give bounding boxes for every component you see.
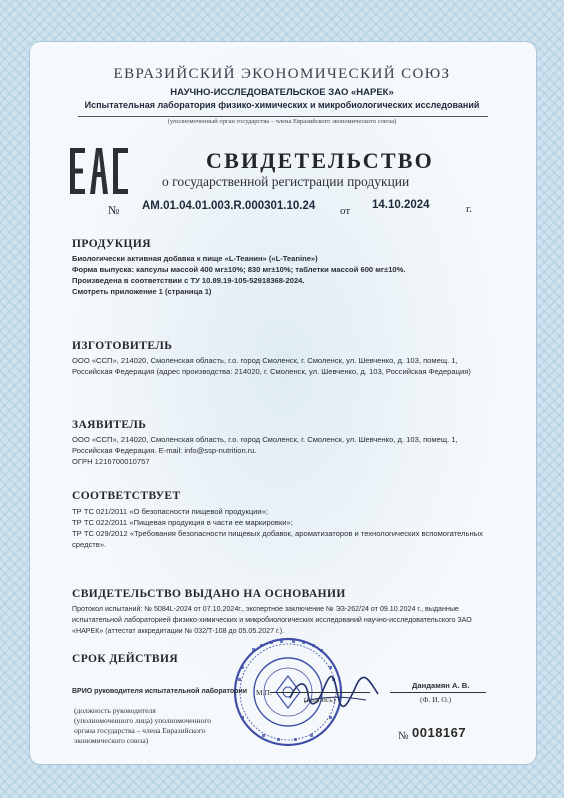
role-caption-line2: (уполномоченного лица) уполномоченного xyxy=(74,716,212,725)
basis-heading: СВИДЕТЕЛЬСТВО ВЫДАНО НА ОСНОВАНИИ xyxy=(72,588,346,600)
product-appendix: Смотреть приложение 1 (страница 1) xyxy=(72,287,212,296)
role-caption-line1: (должность руководителя xyxy=(74,706,156,715)
complies-line3: ТР ТС 029/2012 «Требования безопасности пищевых добавок, ароматизаторов и технологических вспомогательных xyxy=(72,529,483,538)
signature-caption: (подпись) xyxy=(304,695,336,704)
role-caption-line4: экономического союза) xyxy=(74,736,149,745)
product-form-text: Форма выпуска: капсулы массой 400 мг±10%; 830 мг±10%; таблетки массой 600 мг±10%. xyxy=(72,265,406,274)
certificate-title: СВИДЕТЕЛЬСТВО xyxy=(206,148,434,173)
complies-line2: ТР ТС 022/2011 «Пищевая продукция в части ее маркировки»; xyxy=(72,518,293,527)
role-caption-line3: органа государства – члена Евразийского xyxy=(74,726,206,735)
union-title: ЕВРАЗИЙСКИЙ ЭКОНОМИЧЕСКИЙ СОЮЗ xyxy=(113,66,451,82)
registration-number: AM.01.04.01.003.R.000301.10.24 xyxy=(142,200,316,212)
fio-caption: (Ф. И. О.) xyxy=(420,695,452,704)
from-word: от xyxy=(340,205,351,217)
signatory-position: ВРИО руководителя испытательной лаборатории xyxy=(72,688,247,695)
institution-underline xyxy=(78,116,488,117)
certificate-subtitle: о государственной регистрации продукции xyxy=(162,174,410,189)
complies-line1: ТР ТС 021/2011 «О безопасности пищевой продукции»; xyxy=(72,507,268,516)
signatory-name: Дандамян А. В. xyxy=(412,681,470,690)
institution-note: (уполномоченный орган государства – члена Евразийского экономического союза) xyxy=(167,118,397,125)
issue-date: 14.10.2024 xyxy=(372,199,430,211)
basis-line3: «НАРЕК» (аттестат аккредитации № 032/Т-108 до 05.05.2027 г.). xyxy=(72,627,285,635)
applicant-ogrn: ОГРН 1216700010757 xyxy=(72,457,150,466)
institution-name: НАУЧНО-ИССЛЕДОВАТЕЛЬСКОЕ ЗАО «НАРЕК» xyxy=(170,87,394,98)
product-name: Биологически активная добавка к пище «L-Теанин» («L-Teanine») xyxy=(72,254,318,263)
eac-mark-icon xyxy=(70,148,128,194)
product-form xyxy=(72,264,406,275)
serial-sign: № xyxy=(398,730,409,742)
name-line xyxy=(390,692,486,693)
manufacturer-heading: ИЗГОТОВИТЕЛЬ xyxy=(72,340,173,352)
stamp-place-label: М.П. xyxy=(256,688,272,697)
applicant-address-line1: ООО «ССП», 214020, Смоленская область, г.о. город Смоленск, г. Смоленск, ул. Шевченко, д. 103, помещ. 1, xyxy=(72,435,458,444)
manufacturer-address-line2: Российская Федерация (адрес производства: 214020, г. Смоленск, ул. Шевченко, д. 103, Российская Федерация) xyxy=(72,367,471,376)
number-sign: № xyxy=(108,203,120,217)
basis-line2: испытательной лабораторией физико-химических и микробиологических исследований научно-исследовательского ЗАО xyxy=(72,616,472,624)
complies-line4: средств». xyxy=(72,540,107,549)
product-heading: ПРОДУКЦИЯ xyxy=(72,238,151,250)
laboratory-name: Испытательная лаборатория физико-химических и микробиологических исследований xyxy=(84,100,480,110)
validity-heading: СРОК ДЕЙСТВИЯ xyxy=(72,653,179,665)
applicant-heading: ЗАЯВИТЕЛЬ xyxy=(72,419,147,431)
basis-line1: Протокол испытаний: № 5084L-2024 от 07.10.2024г., экспертное заключение № ЭЗ-262/24 от 09.10.2024 г., выданные xyxy=(72,605,459,613)
product-tu: Произведена в соответствии с ТУ 10.89.19-105-52918368-2024. xyxy=(72,276,305,285)
serial-number: 0018167 xyxy=(412,725,467,740)
complies-heading: СООТВЕТСТВУЕТ xyxy=(72,490,181,502)
signature-line xyxy=(270,692,370,693)
year-suffix: г. xyxy=(466,203,473,215)
applicant-address-line2: Российская Федерация. E-mail: info@ssp-nutrition.ru. xyxy=(72,446,257,455)
manufacturer-address-line1: ООО «ССП», 214020, Смоленская область, г.о. город Смоленск, г. Смоленск, ул. Шевченко, д. 103, помещ. 1, xyxy=(72,356,458,365)
